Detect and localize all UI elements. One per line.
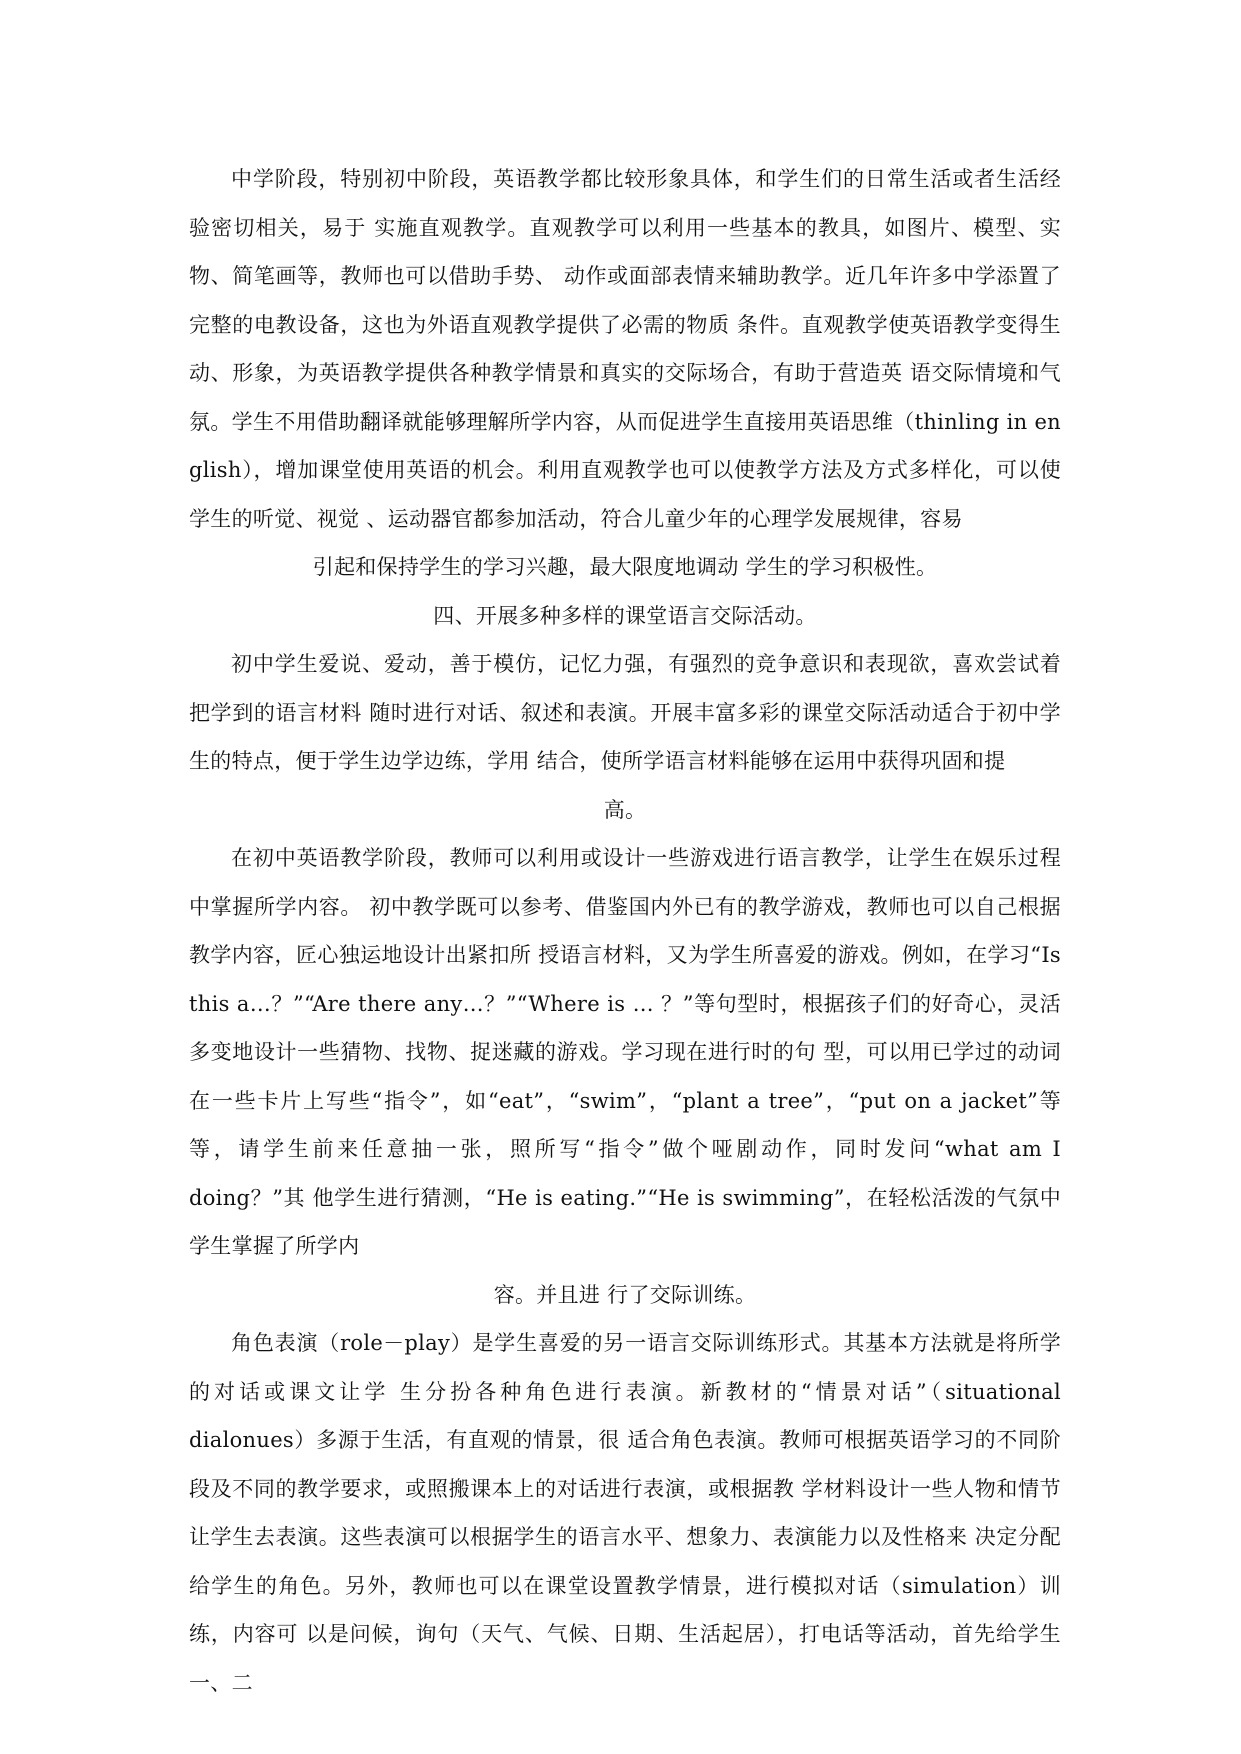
document-body (189, 155, 1061, 1707)
paragraph-role-play: 角色表演（role－play）是学生喜爱的另一语言交际训练形式。其基本方法就是将所学的对话或课文让学 生分扮各种角色进行表演。新教材的“情景对话”（situational dialonues）多源于生活，有直观的情景，很 适合角色表演。教师可根据英语学习的不同阶段及不同的教学要求，或照搬课本上的对话进行表演，或根据教 学材料设计一些人物和情节让学生去表演。这些表演可以根据学生的语言水平、想象力、表演能力以及性格来 决定分配给学生的角色。另外，教师也可以在课堂设置教学情景，进行模拟对话（simulation）训练，内容可 以是问候，询句（天气、气候、日期、生活起居），打电话等活动，首先给学生一、二 (189, 1331, 1061, 1695)
paragraph-communicative-activities: 初中学生爱说、爱动，善于模仿，记忆力强，有强烈的竞争意识和表现欲，喜欢尝试着把学到的语言材料 随时进行对话、叙述和表演。开展丰富多彩的课堂交际活动适合于初中学生的特点，便于学生边学边练，学用 结合，使所学语言材料能够在运用中获得巩固和提 (189, 652, 1061, 773)
section-heading: 四、开展多种多样的课堂语言交际活动。 (433, 603, 817, 628)
paragraph-direct-teaching-last-line: 引起和保持学生的学习兴趣，最大限度地调动 学生的学习积极性。 (312, 555, 938, 579)
paragraph-communicative-activities-last-line: 高。 (603, 797, 647, 822)
paragraph-direct-teaching: 中学阶段，特别初中阶段，英语教学都比较形象具体，和学生们的日常生活或者生活经验密切相关，易于 实施直观教学。直观教学可以利用一些基本的教具，如图片、模型、实物、简笔画等，教师也可以借助手势、 动作或面部表情来辅助教学。近几年许多中学添置了完整的电教设备，这也为外语直观教学提供了必需的物质 条件。直观教学使英语教学变得生动、形象，为英语教学提供各种教学情景和真实的交际场合，有助于营造英 语交际情境和气氛。学生不用借助翻译就能够理解所学内容，从而促进学生直接用英语思维（thinling in en glish），增加课堂使用英语的机会。利用直观教学也可以使教学方法及方式多样化，可以使学生的听觉、视觉 、运动器官都参加活动，符合儿童少年的心理学发展规律，容易 (189, 167, 1061, 531)
paragraph-games: 在初中英语教学阶段，教师可以利用或设计一些游戏进行语言教学，让学生在娱乐过程中掌握所学内容。 初中教学既可以参考、借鉴国内外已有的教学游戏，教师也可以自己根据教学内容，匠心独运地设计出紧扣所 授语言材料，又为学生所喜爱的游戏。例如，在学习“Is this a…？”“Are there any…？”“Where is … ？”等句型时，根据孩子们的好奇心，灵活多变地设计一些猜物、找物、捉迷藏的游戏。学习现在进行时的句 型，可以用已学过的动词在一些卡片上写些“指令”，如“eat”，“swim”，“plant a tree”，“put on a jacket”等等，请学生前来任意抽一张，照所写“指令”做个哑剧动作，同时发问“what am I doing？”其 他学生进行猜测，“He is eating.”“He is swimming”，在轻松活泼的气氛中学生掌握了所学内 (189, 846, 1061, 1258)
paragraph-games-last-line: 容。并且进 行了交际训练。 (493, 1282, 757, 1307)
